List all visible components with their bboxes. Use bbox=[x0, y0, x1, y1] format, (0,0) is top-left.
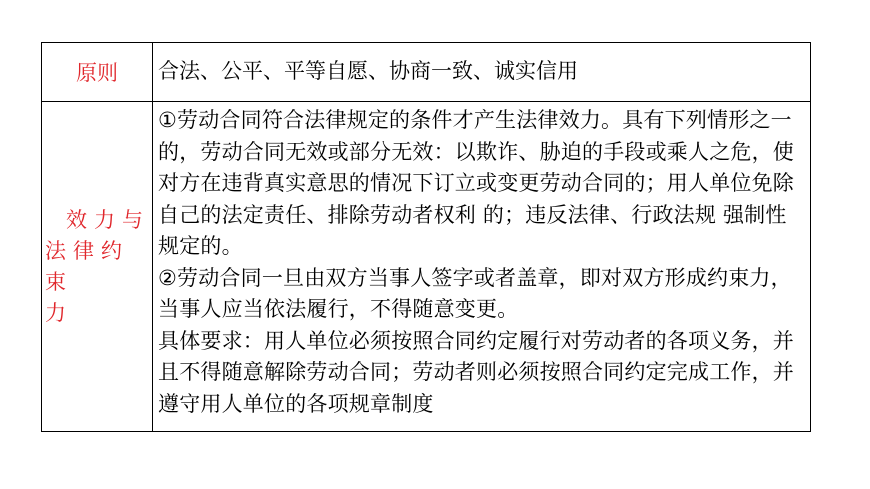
row-header-effect-line-1: 效力与 bbox=[66, 207, 150, 232]
effect-paragraph-binding: ②劳动合同一旦由双方当事人签字或者盖章，即对双方形成约束力，当事人应当依法履行，不得随意变更。 bbox=[158, 265, 792, 321]
row-header-principle: 原则 bbox=[42, 43, 153, 102]
effect-content bbox=[153, 102, 811, 432]
table-row-effect bbox=[42, 102, 811, 432]
law-table bbox=[41, 42, 811, 432]
row-header-effect-line-2: 法律约束 bbox=[45, 238, 129, 294]
row-header-effect bbox=[42, 102, 153, 432]
effect-paragraph-validity: ①劳动合同符合法律规定的条件才产生法律效力。具有下列情形之一的，劳动合同无效或部分无效：以欺诈、胁迫的手段或乘人之危，使对方在违背真实意思的情况下订立或变更劳动合同的；用人单位免除自己的法定责任、排除劳动者权利 的；违反法律、行政法规 强制性规定的。 bbox=[158, 108, 794, 258]
table-row-principle bbox=[42, 43, 811, 102]
principle-content: 合法、公平、平等自愿、协商一致、诚实信用 bbox=[153, 43, 811, 102]
row-header-effect-line-3: 力 bbox=[45, 300, 73, 325]
effect-paragraph-requirements: 具体要求：用人单位必须按照合同约定履行对劳动者的各项义务，并且不得随意解除劳动合同；劳动者则必须按照合同约定完成工作，并遵守用人单位的各项规章制度 bbox=[158, 328, 794, 416]
